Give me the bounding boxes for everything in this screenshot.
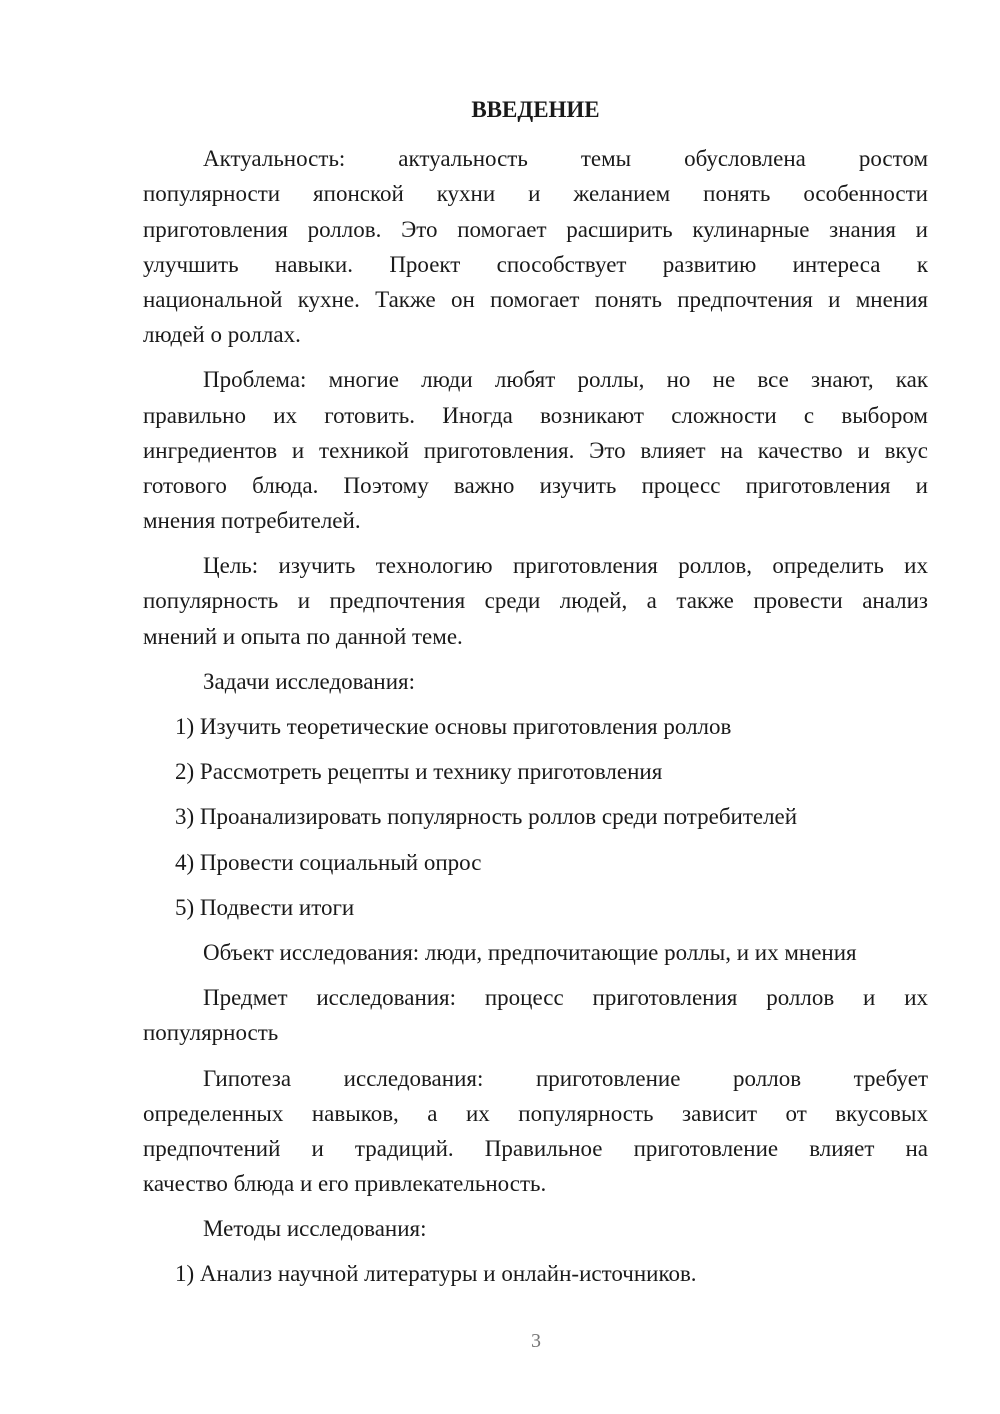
paragraph — [143, 935, 928, 970]
paragraph-line: приготовления роллов. Это помогает расширить кулинарные знания и — [143, 216, 928, 242]
list-item: 1) Анализ научной литературы и онлайн-источников. — [175, 1261, 697, 1287]
list-item: 2) Рассмотреть рецепты и технику приготовления — [175, 759, 663, 785]
paragraph-line: определенных навыков, а их популярность зависит от вкусовых — [143, 1100, 928, 1126]
paragraph-line: мнения потребителей. — [143, 508, 361, 534]
paragraph — [143, 1211, 928, 1246]
paragraph — [143, 548, 928, 654]
paragraph — [143, 141, 928, 352]
paragraph-line: популярность — [143, 1020, 279, 1046]
paragraph-line: Проблема: многие люди любят роллы, но не все знают, как — [203, 367, 928, 393]
list-item: 1) Изучить теоретические основы приготовления роллов — [175, 714, 732, 739]
paragraph-line: Объект исследования: люди, предпочитающие роллы, и их мнения — [203, 939, 857, 965]
paragraph — [143, 1061, 928, 1202]
methods-list — [143, 1256, 928, 1291]
list-item: 5) Подвести итоги — [175, 894, 355, 920]
paragraph-line: ингредиентов и техникой приготовления. Это влияет на качество и вкус — [143, 437, 928, 463]
paragraph-line: людей о роллах. — [143, 322, 301, 348]
tasks-list — [143, 709, 928, 925]
paragraph-line: улучшить навыки. Проект способствует развитию интереса к — [143, 251, 928, 277]
paragraph-line: предпочтений и традиций. Правильное приготовление влияет на — [143, 1135, 928, 1161]
paragraph-line: качество блюда и его привлекательность. — [143, 1171, 547, 1197]
research-paragraphs — [143, 935, 928, 1247]
paragraph-line: Задачи исследования: — [203, 668, 416, 694]
paragraph — [143, 664, 928, 699]
list-item: 4) Провести социальный опрос — [175, 849, 482, 875]
paragraph — [143, 362, 928, 538]
paragraph-line: правильно их готовить. Иногда возникают сложности с выбором — [143, 402, 928, 428]
intro-paragraphs — [143, 141, 928, 699]
paragraph-line: мнений и опыта по данной теме. — [143, 623, 463, 649]
paragraph-line: Гипотеза исследования: приготовление роллов требует — [203, 1065, 928, 1091]
paragraph-line: национальной кухне. Также он помогает понять предпочтения и мнения — [143, 286, 928, 312]
paragraph-line: Методы исследования: — [203, 1216, 427, 1242]
paragraph-line: готового блюда. Поэтому важно изучить процесс приготовления и — [143, 472, 928, 498]
page-title: ВВЕДЕНИЕ — [471, 97, 600, 122]
paragraph-line: Цель: изучить технологию приготовления роллов, определить их — [203, 553, 928, 579]
document-page — [143, 92, 928, 1302]
paragraph-line: Актуальность: актуальность темы обусловлена ростом — [203, 146, 928, 172]
paragraph-line: Предмет исследования: процесс приготовления роллов и их — [203, 985, 928, 1011]
paragraph — [143, 980, 928, 1050]
page-number: 3 — [531, 1330, 541, 1352]
list-item: 3) Проанализировать популярность роллов среди потребителей — [175, 804, 798, 830]
paragraph-line: популярность и предпочтения среди людей, а также провести анализ — [143, 588, 928, 614]
paragraph-line: популярности японской кухни и желанием понять особенности — [143, 181, 928, 207]
